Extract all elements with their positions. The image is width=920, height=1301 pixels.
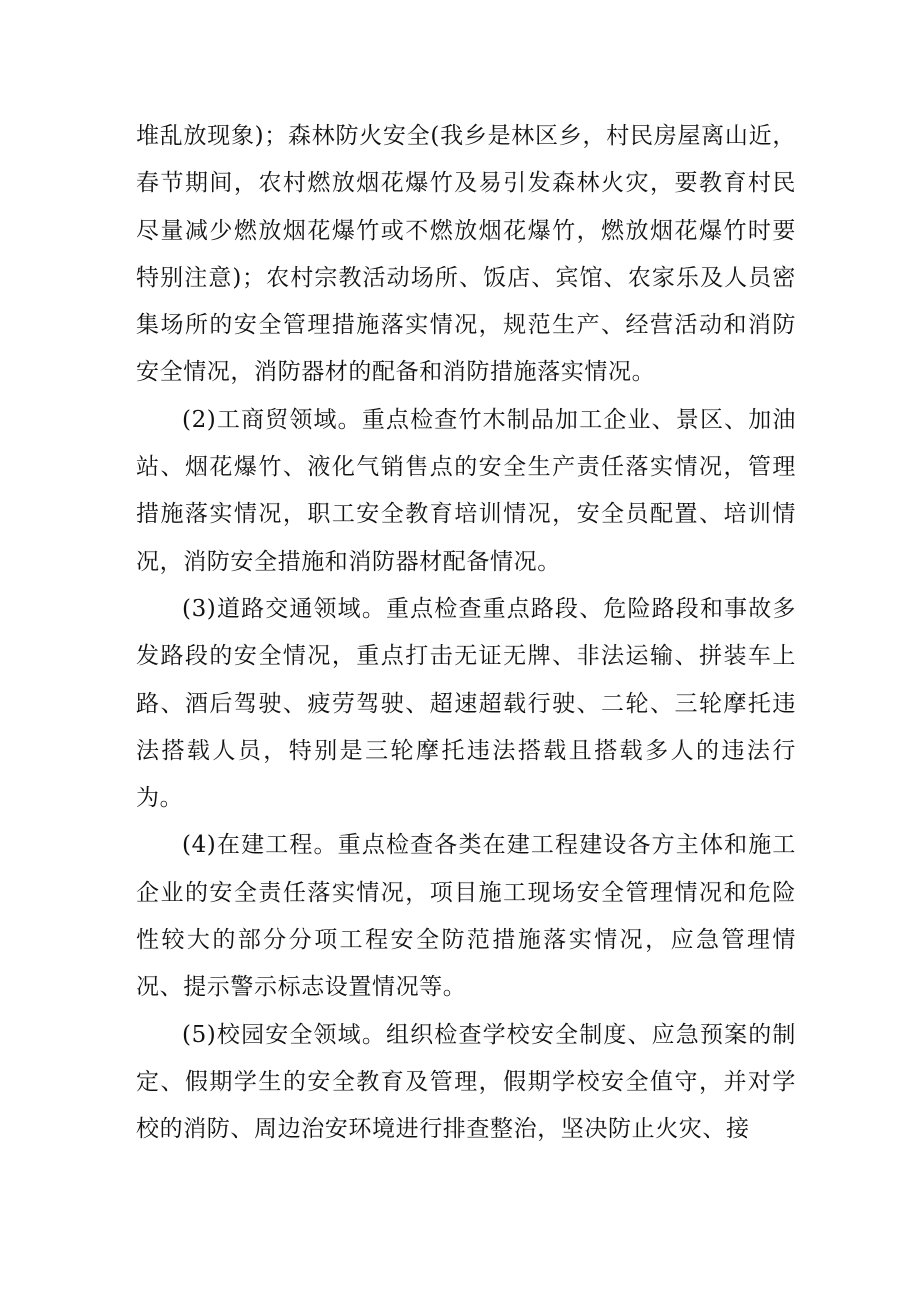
document-body — [136, 113, 796, 1154]
paragraph-commerce-trade: (2)工商贸领域。重点检查竹木制品加工企业、景区、加油站、烟花爆竹、液化气销售点的安全生产责任落实情况，管理措施落实情况，职工安全教育培训情况，安全员配置、培训情况，消防安全措施和消防器材配备情况。 — [136, 406, 796, 575]
paragraph-continued: 堆乱放现象)；森林防火安全(我乡是林区乡，村民房屋离山近，春节期间，农村燃放烟花爆竹及易引发森林火灾，要教育村民尽量减少燃放烟花爆竹或不燃放烟花爆竹，燃放烟花爆竹时要特别注意)；农村宗教活动场所、饭店、宾馆、农家乐及人员密集场所的安全管理措施落实情况，规范生产、经营活动和消防安全情况，消防器材的配备和消防措施落实情况。 — [136, 123, 796, 386]
paragraph-road-traffic: (3)道路交通领域。重点检查重点路段、危险路段和事故多发路段的安全情况，重点打击无证无牌、非法运输、拼装车上路、酒后驾驶、疲劳驾驶、超速超载行驶、二轮、三轮摩托违法搭载人员，特别是三轮摩托违法搭载且搭载多人的违法行为。 — [136, 595, 796, 812]
paragraph-construction: (4)在建工程。重点检查各类在建工程建设各方主体和施工企业的安全责任落实情况，项目施工现场安全管理情况和危险性较大的部分分项工程安全防范措施落实情况，应急管理情况、提示警示标志设置情况等。 — [136, 832, 796, 1001]
paragraph-campus-safety: (5)校园安全领域。组织检查学校安全制度、应急预案的制定、假期学生的安全教育及管理，假期学校安全值守，并对学校的消防、周边治安环境进行排查整治，坚决防止火灾、接 — [136, 1021, 796, 1143]
